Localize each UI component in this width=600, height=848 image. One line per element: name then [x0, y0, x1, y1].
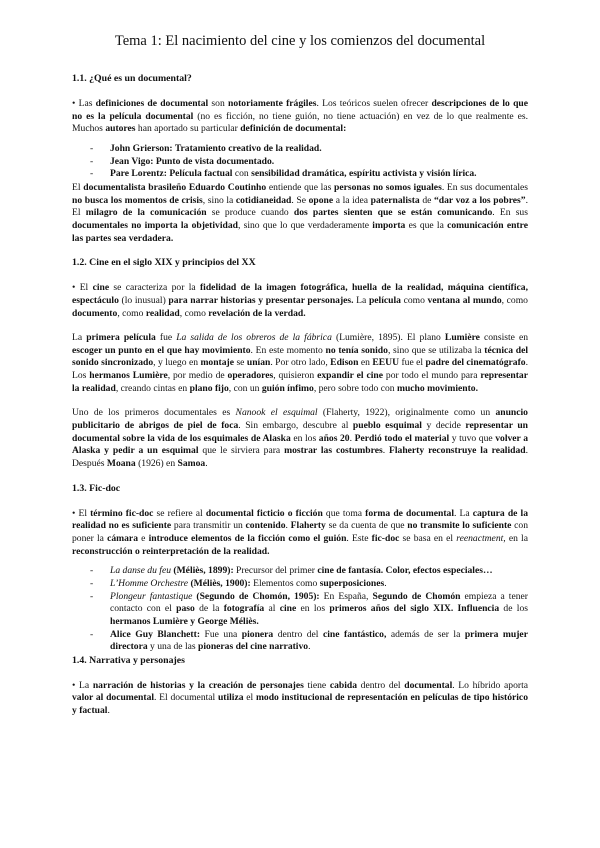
bold-text: expandir el cine [317, 370, 383, 382]
bold-text: no tenía sonido [325, 344, 388, 356]
list-item [110, 168, 528, 181]
bold-text: contenido [245, 520, 286, 532]
text-run: . El documental [154, 692, 218, 704]
text-run: de la [194, 603, 224, 615]
bold-text: Moana [106, 458, 136, 470]
text-run: que le sirviera para [198, 445, 285, 457]
bold-text: dos partes sienten que se están comunicando [293, 207, 493, 219]
text-run: , en la [503, 532, 528, 544]
bold-text: años 20 [318, 432, 350, 444]
bold-text: personas no somos iguales [334, 181, 442, 193]
text-run: que toma [322, 507, 366, 519]
text-run: e [138, 532, 149, 544]
text-run: . [308, 641, 311, 653]
bold-text: importa [372, 219, 406, 231]
bold-text: (Méliès, 1899): [171, 565, 237, 577]
bold-text: realidad [145, 307, 180, 319]
text-run: , como [179, 307, 209, 319]
text-run: y una de las [147, 641, 199, 653]
text-run: . El [72, 194, 528, 219]
text-run: La [72, 332, 87, 344]
bold-text: operadores [227, 370, 274, 382]
text-run: a la idea [333, 194, 371, 206]
paragraph [72, 98, 528, 136]
bold-text: John Grierson: Tratamiento creativo de la realidad. [110, 143, 322, 155]
bold-text: definiciones de documental [95, 98, 209, 110]
text-run: Uno de los primeros documentales es [72, 407, 236, 419]
text-run: . La [454, 507, 473, 519]
text-run: con poner la [72, 520, 528, 544]
text-run: de [419, 194, 434, 206]
text-run: La [353, 294, 369, 306]
bold-text: Samoa [177, 458, 206, 470]
bold-text: Segundo de Chomón [372, 590, 461, 602]
bold-text: sensibilidad dramática, espíritu activista y visión lírica. [251, 168, 477, 180]
bold-text: hermanos Lumière [89, 370, 168, 382]
text-run: son [208, 98, 228, 110]
text-run: (no es ficción, no tiene guión, no tiene actuación) en vez de lo que realmente es. Muchos [72, 110, 528, 135]
text-run: • El [72, 282, 93, 294]
text-run: (Lumière, 1895). El plano [331, 332, 445, 344]
bold-text: mucho movimiento. [396, 382, 478, 394]
text-run: . Este [346, 532, 372, 544]
list-item [110, 591, 528, 629]
text-run: y tuvo que [449, 432, 496, 444]
text-run: han aportado su particular [135, 123, 241, 135]
text-run: • El [72, 507, 91, 519]
text-run: se da cuenta de que [325, 520, 408, 532]
text-run: en los [296, 603, 330, 615]
text-run: y decide [421, 420, 466, 432]
bold-text: película [368, 294, 401, 306]
bold-text: paso [176, 603, 195, 615]
text-run: (lo inusual) [118, 294, 169, 306]
bold-text: valor al documental [72, 692, 155, 704]
bold-text: guión ínfimo [261, 382, 314, 394]
bold-text: documental ficticio o ficción [205, 507, 323, 519]
bold-text: notoriamente frágiles [227, 98, 317, 110]
text-run: El [72, 181, 84, 193]
section-heading: 1.1. ¿Qué es un documental? [72, 73, 192, 85]
section-que-es-documental [72, 73, 528, 245]
bold-text: fidelidad de la imagen fotográfica, huella de la realidad, máquina científica, espectáculo [72, 282, 528, 306]
text-run: , creando cintas en [115, 382, 190, 394]
bold-text: EEUU [372, 357, 400, 369]
text-run: por todo el mundo para [383, 370, 481, 382]
text-run: (Flaherty, 1922), originalmente como un [317, 407, 496, 419]
bold-text: cine [92, 282, 110, 294]
bold-text: hermanos Lumière y George Méliès. [110, 615, 259, 627]
text-run: . [349, 432, 355, 444]
text-run: . En este momento [250, 344, 326, 356]
list-item [110, 565, 528, 578]
section-cine-siglo-xix [72, 257, 528, 470]
text-run: se basa en el [399, 532, 457, 544]
definition-list [72, 143, 528, 181]
paragraph [72, 182, 528, 245]
bold-text: introduce elementos de la ficción como el guión [148, 532, 347, 544]
text-run: (1926) en [135, 458, 178, 470]
bold-text: no transmite lo suficiente [407, 520, 512, 532]
section-narrativa [72, 655, 528, 718]
text-run: , por medio de [167, 370, 228, 382]
bold-text: cine [279, 603, 297, 615]
bold-text: documental [404, 679, 453, 691]
text-run: , quisieron [273, 370, 318, 382]
bold-text: fotografía [223, 603, 265, 615]
text-run: . Lo híbrido aporta [452, 679, 528, 691]
bold-text: Jean Vigo: Punto de vista documentado. [110, 155, 275, 167]
bold-text: utiliza [217, 692, 244, 704]
bold-text: autores [105, 123, 136, 135]
italic-title: Plongeur fantastique [110, 590, 193, 602]
text-run: , como [117, 307, 146, 319]
text-run: , y luego en [153, 357, 201, 369]
text-run: entiende que las [266, 181, 335, 193]
text-run: como [400, 294, 428, 306]
bold-text: primeros años del siglo XIX. Influencia [329, 603, 500, 615]
film-list [72, 565, 528, 654]
bold-text: cine fantástico, [322, 628, 387, 640]
bold-text: primera película [86, 332, 156, 344]
bold-text: plano fijo [189, 382, 229, 394]
bold-text: Flaherty [290, 520, 326, 532]
text-run: . [285, 520, 291, 532]
paragraph [72, 282, 528, 320]
text-run: , con un [228, 382, 262, 394]
text-run: se refiere al [153, 507, 206, 519]
text-run: . Después [72, 445, 528, 470]
paragraph [72, 508, 528, 559]
bold-text: “dar voz a los pobres” [433, 194, 526, 206]
section-heading: 1.4. Narrativa y personajes [72, 654, 185, 666]
bold-text: milagro de la comunicación [85, 207, 207, 219]
bold-text: captura de la realidad no es suficiente [72, 507, 529, 532]
bold-text: técnica del sonido sincronizado [72, 344, 528, 369]
list-item [110, 143, 528, 156]
bold-text: término fic-doc [90, 507, 154, 519]
bold-text: modo institucional de representación en películas de tipo histórico y factual [72, 692, 528, 717]
text-run: , sino que se utilizaba la [387, 344, 485, 356]
bold-text: ventana al mundo [427, 294, 502, 306]
bold-text: revelación de la verdad. [208, 307, 306, 319]
list-item [110, 578, 528, 591]
text-run: tiene [303, 679, 330, 691]
text-run: . [384, 577, 387, 589]
bold-text: no busca los momentos de crisis [72, 194, 203, 206]
text-run: dentro del [273, 628, 323, 640]
text-run: el [243, 692, 256, 704]
text-run: en los [290, 432, 319, 444]
text-run: se caracteriza por la [109, 282, 200, 294]
bold-text: forma de documental [365, 507, 454, 519]
bold-text: definición de documental: [240, 123, 347, 135]
text-run: . Se [291, 194, 309, 206]
bold-text: pionera [241, 628, 274, 640]
section-heading: 1.2. Cine en el siglo XIX y principios del XX [72, 257, 256, 269]
text-run: . [205, 458, 208, 470]
text-run: , pero sobre todo con [313, 382, 397, 394]
paragraph [72, 332, 528, 395]
bold-text: padre del cinematógrafo [425, 357, 526, 369]
bold-text: documentalista brasileño Eduardo Coutinho [83, 181, 267, 193]
text-run: al [264, 603, 280, 615]
bold-text: fic-doc [371, 532, 400, 544]
section-fic-doc [72, 483, 528, 654]
bold-text: cámara [107, 532, 138, 544]
paragraph [72, 680, 528, 718]
italic-title: La salida de los obreros de la fábrica [176, 332, 332, 344]
bold-text: anuncio publicitario de abrigos de piel de foca [72, 407, 528, 432]
bold-text: Perdió todo el material [354, 432, 450, 444]
bold-text: Flaherty reconstruye la realidad [389, 445, 526, 457]
text-run: empieza a tener contacto con el [110, 590, 528, 615]
bold-text: pueblo esquimal [352, 420, 422, 432]
text-run: consiste en [479, 332, 529, 344]
bold-text: narración de historias y la creación de personajes [92, 679, 304, 691]
text-run: de los [499, 603, 528, 615]
text-run: para transmitir un [171, 520, 246, 532]
bold-text: (Segundo de Chomón, 1905): [192, 590, 324, 602]
bold-text: volver a Alaska y pedir a un esquimal [72, 432, 528, 457]
text-run: • Las [72, 98, 96, 110]
bold-text: cine de fantasía. Color, efectos especiales… [317, 565, 493, 577]
text-run: Elementos como [253, 577, 320, 589]
italic-title: reenactment [456, 532, 504, 544]
bold-text: superposiciones [319, 577, 385, 589]
bold-text: primera mujer directora [110, 628, 528, 653]
text-run: . Los teóricos suelen ofrecer [316, 98, 432, 110]
list-item [110, 629, 528, 654]
text-run: . En sus [492, 207, 528, 219]
italic-title: Nanook el esquimal [235, 407, 318, 419]
bold-text: mostrar las costumbres [284, 445, 383, 457]
bold-text: cotidianeidad [235, 194, 292, 206]
text-run: En España, [323, 590, 373, 602]
text-run: Precursor del primer [236, 565, 318, 577]
bold-text: montaje [200, 357, 235, 369]
text-run: en [358, 357, 373, 369]
bold-text: pioneras del cine narrativo [198, 641, 309, 653]
bold-text: representar la realidad [72, 370, 528, 394]
bold-text: cabida [329, 679, 358, 691]
bold-text: (Méliès, 1900): [188, 577, 254, 589]
text-run: fue el [399, 357, 426, 369]
bold-text: opone [308, 194, 334, 206]
text-run: . [107, 705, 110, 717]
text-run: , sino la [202, 194, 236, 206]
text-run: . [382, 445, 389, 457]
italic-title: La danse du feu [110, 565, 172, 577]
bold-text: descripciones de lo que no es la película documental [72, 98, 528, 122]
section-heading: 1.3. Fic-doc [72, 482, 121, 494]
text-run: fue [155, 332, 177, 344]
text-run: , como [501, 294, 528, 306]
bold-text: escoger un punto en el que hay movimiento [72, 344, 251, 356]
text-run: , sino que lo que verdaderamente [237, 219, 373, 231]
text-run: Fue una [200, 628, 242, 640]
text-run: se [234, 357, 247, 369]
bold-text: documentales no importa la objetividad [72, 219, 238, 231]
page-title: Tema 1: El nacimiento del cine y los comienzos del documental [114, 33, 486, 49]
bold-text: Lumière [444, 332, 480, 344]
text-run: • La [72, 679, 93, 691]
list-item [110, 156, 528, 169]
text-run: . Sin embargo, descubre al [238, 420, 353, 432]
text-run: con [232, 168, 252, 180]
text-run: . Los [72, 357, 528, 382]
text-run: . En sus documentales [441, 181, 528, 193]
bold-text: Pare Lorentz: Película factual [110, 168, 233, 180]
text-run: es que la [405, 219, 448, 231]
bold-text: reconstrucción o reinterpretación de la realidad. [72, 545, 270, 557]
bold-text: paternalista [370, 194, 420, 206]
text-run: . Por otro lado, [270, 357, 331, 369]
text-run: dentro del [357, 679, 405, 691]
text-run: además de ser la [386, 628, 465, 640]
bold-text: para narrar historias y presentar personajes. [168, 294, 354, 306]
bold-text: comunicación entre las partes sea verdadera. [72, 219, 528, 244]
italic-title: L’Homme Orchestre [110, 577, 189, 589]
bold-text: Edison [330, 357, 359, 369]
paragraph [72, 407, 528, 470]
bold-text: representar un documental sobre la vida de los esquimales de Alaska [72, 420, 529, 444]
text-run: se produce cuando [206, 207, 294, 219]
bold-text: Alice Guy Blanchett: [110, 628, 201, 640]
bold-text: documento [72, 307, 118, 319]
bold-text: unían [246, 357, 271, 369]
